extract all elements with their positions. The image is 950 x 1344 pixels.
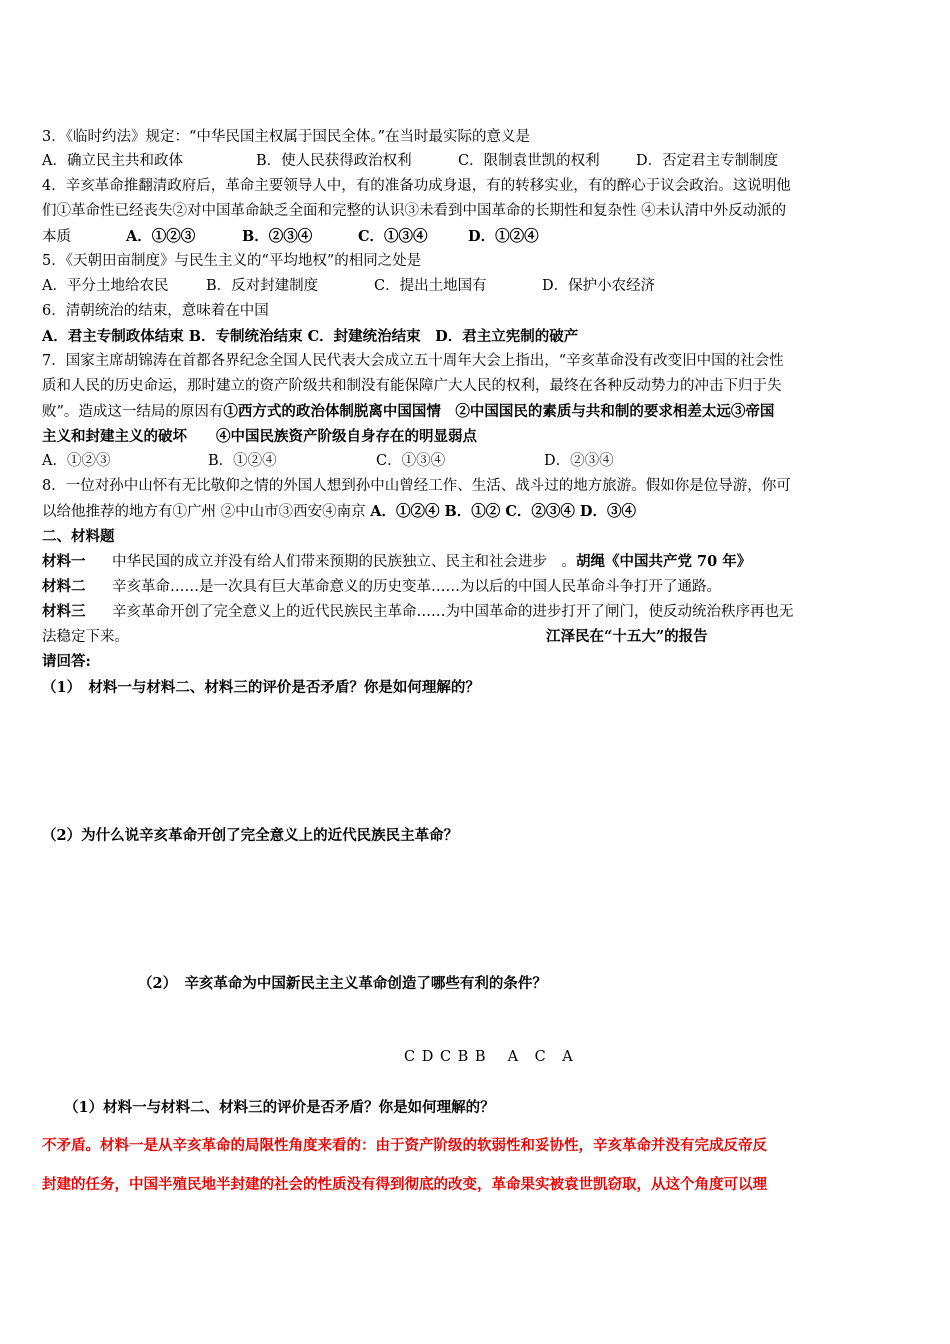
q3-option-a: A．确立民主共和政体 xyxy=(42,153,183,169)
q8-options: A．①②④ B．①② C．②③④ D．③④ xyxy=(370,503,636,520)
q5-option-c: C．提出土地国有 xyxy=(374,278,487,294)
q5-stem: 5．《天朝田亩制度》与民生主义的“平均地权”的相同之处是 xyxy=(42,253,422,269)
q4-option-c: C．①③④ xyxy=(358,228,428,245)
q3-options xyxy=(42,149,910,174)
material-3 xyxy=(42,599,910,625)
material-3-source: 江泽民在“十五大”的报告 xyxy=(546,628,708,645)
question-2: （2）为什么说辛亥革命开创了完全意义上的近代民族民主革命？ xyxy=(42,827,459,844)
q4-line3: 本质 A．①②③ B．②③④ C．①③④ D．①②④ xyxy=(42,224,910,250)
q7-option-c: C．①③④ xyxy=(376,453,446,469)
material-3-label: 材料三 xyxy=(42,603,86,620)
q4-line1: 4．辛亥革命推翻清政府后，革命主要领导人中，有的准备功成身退，有的转移实业，有的醉心于议会政治。这说明他 xyxy=(42,178,791,194)
q7-line4: 主义和封建主义的破坏 ④中国民族资产阶级自身存在的明显弱点 xyxy=(42,428,477,445)
material-1-label: 材料一 xyxy=(42,553,86,570)
answer-text-line2: 封建的任务，中国半殖民地半封建的社会的性质没有得到彻底的改变，革命果实被袁世凯窃取，从这个角度可以理 xyxy=(42,1176,767,1193)
material-1-source: 胡绳《中国共产党 70 年》 xyxy=(576,553,752,570)
question-3: （2） 辛亥革命为中国新民主主义革命创造了哪些有利的条件？ xyxy=(138,975,547,992)
material-1 xyxy=(42,549,910,575)
material-3-cont: 法稳定下来。 江泽民在“十五大”的报告 xyxy=(42,628,708,645)
q6-stem: 6．清朝统治的结束，意味着在中国 xyxy=(42,303,269,319)
answer-key: C D C B B A C A xyxy=(404,1049,574,1065)
material-2-text: 辛亥革命……是一次具有巨大革命意义的历史变革……为以后的中国人民革命斗争打开了通路。 xyxy=(112,579,721,595)
q5-option-a: A．平分土地给农民 xyxy=(42,278,169,294)
material-3-text: 辛亥革命开创了完全意义上的近代民族民主革命……为中国革命的进步打开了闸门，使反动统治秩序再也无 xyxy=(112,604,794,620)
q7-option-d: D．②③④ xyxy=(544,453,614,469)
q3-option-b: B．使人民获得政治权利 xyxy=(256,153,412,169)
q7-line2: 质和人民的历史命运，那时建立的资产阶级共和制没有能保障广大人民的权利，最终在各种反动势力的冲击下归于失 xyxy=(42,378,782,394)
q6-options: A．君主专制政体结束 B．专制统治结束 C．封建统治结束 D．君主立宪制的破产 xyxy=(42,328,579,345)
q7-option-a: A．①②③ xyxy=(42,453,111,469)
q5-option-d: D．保护小农经济 xyxy=(542,278,656,294)
answer-prompt: 请回答: xyxy=(42,653,91,670)
material-2 xyxy=(42,574,910,600)
material-2-label: 材料二 xyxy=(42,578,86,595)
q7-option-b: B．①②④ xyxy=(208,453,277,469)
q4-option-a: A．①②③ xyxy=(126,228,196,245)
q5-option-b: B．反对封建制度 xyxy=(206,278,319,294)
q4-option-d: D．①②④ xyxy=(468,228,539,245)
q7-line1: 7．国家主席胡锦涛在首都各界纪念全国人民代表大会成立五十周年大会上指出，“辛亥革命没有改变旧中国的社会性 xyxy=(42,353,784,369)
q7-options xyxy=(42,449,910,474)
q3-stem: 3．《临时约法》规定：“中华民国主权属于国民全体。”在当时最实际的意义是 xyxy=(42,129,531,145)
q5-options xyxy=(42,274,910,299)
answer-question-1: （1）材料一与材料二、材料三的评价是否矛盾？你是如何理解的？ xyxy=(64,1099,495,1116)
q8-line2: 以给他推荐的地方有①广州 ②中山市③西安④南京 A．①②④ B．①② C．②③④ D．③④ xyxy=(42,503,636,520)
question-1: （1） 材料一与材料二、材料三的评价是否矛盾？你是如何理解的？ xyxy=(42,679,480,696)
q4-line2: 们①革命性已经丧失②对中国革命缺乏全面和完整的认识③未看到中国革命的长期性和复杂性 ④未认清中外反动派的 xyxy=(42,203,787,219)
material-1-text: 中华民国的成立并没有给人们带来预期的民族独立、民主和社会进步 。 xyxy=(112,554,576,570)
q7-line3: 败”。造成这一结局的原因有①西方式的政治体制脱离中国国情 ②中国国民的素质与共和制的要求相差太远③帝国 xyxy=(42,403,775,420)
q3-option-d: D．否定君主专制制度 xyxy=(636,153,779,169)
q8-line1: 8．一位对孙中山怀有无比敬仰之情的外国人想到孙中山曾经工作、生活、战斗过的地方旅游。假如你是位导游，你可 xyxy=(42,478,791,494)
q3-option-c: C．限制袁世凯的权利 xyxy=(458,153,600,169)
q4-option-b: B．②③④ xyxy=(242,228,313,245)
section2-heading: 二、材料题 xyxy=(42,528,115,545)
answer-text-line1: 不矛盾。材料一是从辛亥革命的局限性角度来看的：由于资产阶级的软弱性和妥协性，辛亥革命并没有完成反帝反 xyxy=(42,1137,767,1154)
